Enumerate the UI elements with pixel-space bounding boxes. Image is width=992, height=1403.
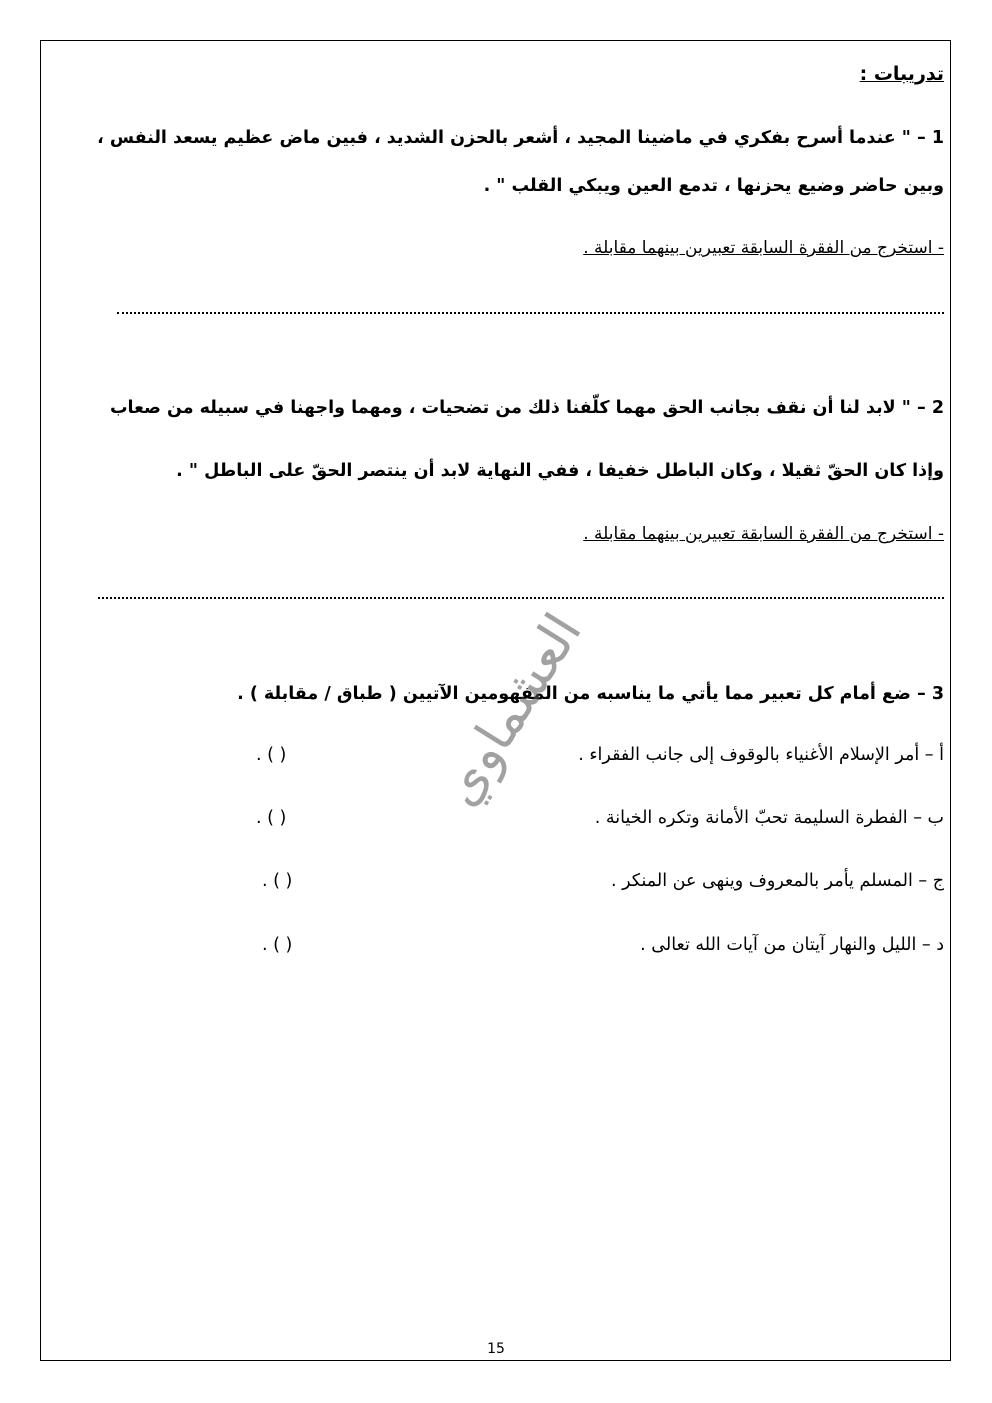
item-c-answer-blank[interactable]: ( ) . — [262, 871, 293, 891]
exercise-1-answer-line[interactable] — [117, 312, 944, 314]
exercise-1-line-1: 1 – " عندما أسرح بفكري في ماضينا المجيد ، أشعر بالحزن الشديد ، فبين ماض عظيم يسعد النفس ، — [97, 128, 944, 148]
exercise-1-line-2: وبين حاضر وضيع يحزنها ، تدمع العين ويبكي القلب " . — [483, 176, 944, 196]
list-item — [256, 808, 944, 838]
section-title: تدريبات : — [859, 63, 944, 85]
exercise-2-instruction: - استخرج من الفقرة السابقة تعبيرين بينهما مقابلة . — [583, 524, 944, 544]
exercise-3-heading: 3 – ضع أمام كل تعبير مما يأتي ما يناسبه من المفهومين الآتيين ( طباق / مقابلة ) . — [237, 684, 944, 704]
page-number: 15 — [487, 1341, 505, 1357]
item-b-text: ب – الفطرة السليمة تحبّ الأمانة وتكره الخيانة . — [594, 808, 944, 828]
exercise-2-line-1: 2 – " لابد لنا أن نقف بجانب الحق مهما كلّفنا ذلك من تضحيات ، ومهما واجهنا في سبيله من صعاب — [109, 398, 944, 418]
list-item — [264, 935, 944, 965]
list-item — [256, 745, 944, 775]
item-a-answer-blank[interactable]: ( ) . — [256, 745, 287, 765]
exercise-2-line-2: وإذا كان الحقّ ثقيلا ، وكان الباطل خفيفا ، ففي النهاية لابد أن ينتصر الحقّ على الباطل " . — [176, 461, 944, 481]
list-item — [264, 871, 944, 901]
watermark: العشماوي — [429, 603, 594, 817]
item-b-answer-blank[interactable]: ( ) . — [256, 808, 287, 828]
exercise-1-instruction: - استخرج من الفقرة السابقة تعبيرين بينهما مقابلة . — [583, 238, 944, 258]
item-d-text: د – الليل والنهار آيتان من آيات الله تعالى . — [640, 935, 944, 955]
exercise-2-answer-line[interactable] — [98, 597, 944, 599]
item-d-answer-blank[interactable]: ( ) . — [262, 935, 293, 955]
item-c-text: ج – المسلم يأمر بالمعروف وينهى عن المنكر . — [611, 871, 944, 891]
item-a-text: أ – أمر الإسلام الأغنياء بالوقوف إلى جانب الفقراء . — [578, 745, 944, 765]
